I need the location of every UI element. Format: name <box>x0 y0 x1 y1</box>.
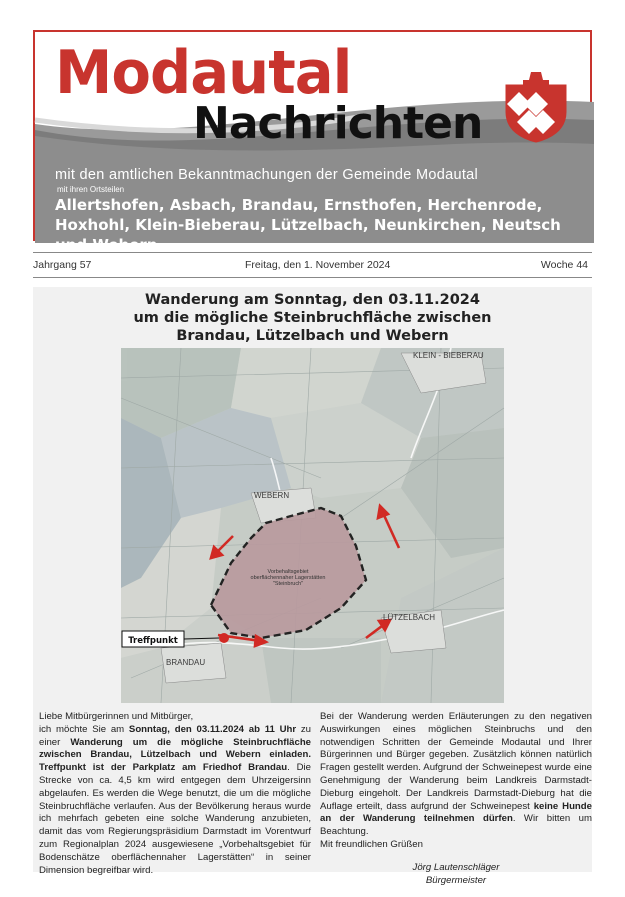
issue-volume: Jahrgang 57 <box>33 259 92 271</box>
text-date-time: Sonntag, den 03.11.2024 ab 11 Uhr <box>128 723 297 735</box>
masthead-title-nachrichten: Nachrichten <box>193 98 483 149</box>
quarry-area-label-3: "Steinbruch" <box>272 581 304 587</box>
article-greeting: Liebe Mitbürgerinnen und Mitbürger, <box>39 711 194 722</box>
text-segment: ich möchte Sie am <box>39 723 129 735</box>
text-segment: . Wir bitten um Beachtung. <box>320 813 592 838</box>
headline-line-1: Wanderung am Sonntag, den 03.11.2024 <box>145 292 480 308</box>
masthead <box>33 30 592 254</box>
map-label-brandau: BRANDAU <box>166 658 206 667</box>
text-segment: zu einer <box>39 723 311 748</box>
municipal-crest-icon <box>505 68 567 142</box>
issue-week: Woche 44 <box>540 259 588 271</box>
article-paragraph-invitation <box>39 724 311 878</box>
headline-line-3: Brandau, Lützelbach und Webern <box>176 328 449 344</box>
article-column-left <box>39 711 311 877</box>
meeting-point-label: Treffpunkt <box>128 636 178 646</box>
headline-line-2: um die mögliche Steinbruchfläche zwischen <box>133 310 492 326</box>
article <box>33 287 592 886</box>
issue-date: Freitag, den 1. November 2024 <box>245 259 391 271</box>
signature-name: Jörg Lautenschläger <box>412 861 500 873</box>
text-segment: Bei der Wanderung werden Erläuterungen zu den negativen Auswirkungen eines möglichen Steinbruchs und den notwendigen Schritten der Gemeinde Modautal und Ihrer Bürgerinnen und Bürger gegeben. Zusätzlich können natürlich Fragen gestellt werden. Aufgrund der Schweinepest wurde eine Genehmigung der Wanderung beim Landkreis Darmstadt-Dieburg eingeholt. Der Landkreis Darmstadt-Dieburg hat die Auflage erteilt, dass aufgrund der Schweinepest <box>320 711 592 812</box>
masthead-places: Allertshofen, Asbach, Brandau, Ernsthofen, Herchenrode, Hoxhohl, Klein-Bieberau, Lützelbach, Neunkirchen, Neutsch und Webern <box>55 196 561 254</box>
quarry-area-label-1: Vorbehaltsgebiet <box>267 569 309 575</box>
signature-title: Bürgermeister <box>425 874 487 886</box>
masthead-subtitle-small: mit ihren Ortsteilen <box>57 185 125 194</box>
article-closing: Mit freundlichen Grüßen <box>320 838 423 850</box>
article-headline <box>33 291 592 345</box>
text-segment: . Die Strecke von ca. 4,5 km wird entgegen dem Uhrzeigersinn abgelaufen. Es werden die Wege benutzt, die um die mögliche Steinbruchfläche verlaufen. Aus der Bevölkerung heraus wurde ich mehrfach gebeten eine solche Wanderung anzubieten, damit das vom Regierungspräsidium Darmstadt im Vorentwurf zum Regionalplan 2024 ausgewiesene „Vorbehaltsgebiet für Bodenschätze oberflächennaher Lagerstätten“ in seiner Dimension begreifbar wird. <box>39 762 311 876</box>
map-label-webern: WEBERN <box>254 491 290 500</box>
route-map <box>121 348 504 703</box>
article-column-right <box>320 711 592 887</box>
text-walk-details: Wanderung um die mögliche Steinbruchfläche zwischen Brandau, Lützelbach und Webern einladen. Treffpunkt ist der Parkplatz am Friedhof Brandau <box>39 736 312 774</box>
masthead-title-modautal: Modautal <box>55 38 352 108</box>
masthead-subtitle: mit den amtlichen Bekanntmachungen der Gemeinde Modautal <box>55 167 479 183</box>
text-no-dogs: keine Hunde an der Wanderung teilnehmen dürfen <box>320 800 592 825</box>
article-paragraph-details <box>320 711 592 839</box>
quarry-area-label-2: oberflächennaher Lagerstätten <box>250 575 326 581</box>
issue-info-bar <box>33 252 592 278</box>
map-label-luetzelbach: LÜTZELBACH <box>383 613 436 622</box>
map-label-klein-bieberau: KLEIN - BIEBERAU <box>413 351 484 360</box>
